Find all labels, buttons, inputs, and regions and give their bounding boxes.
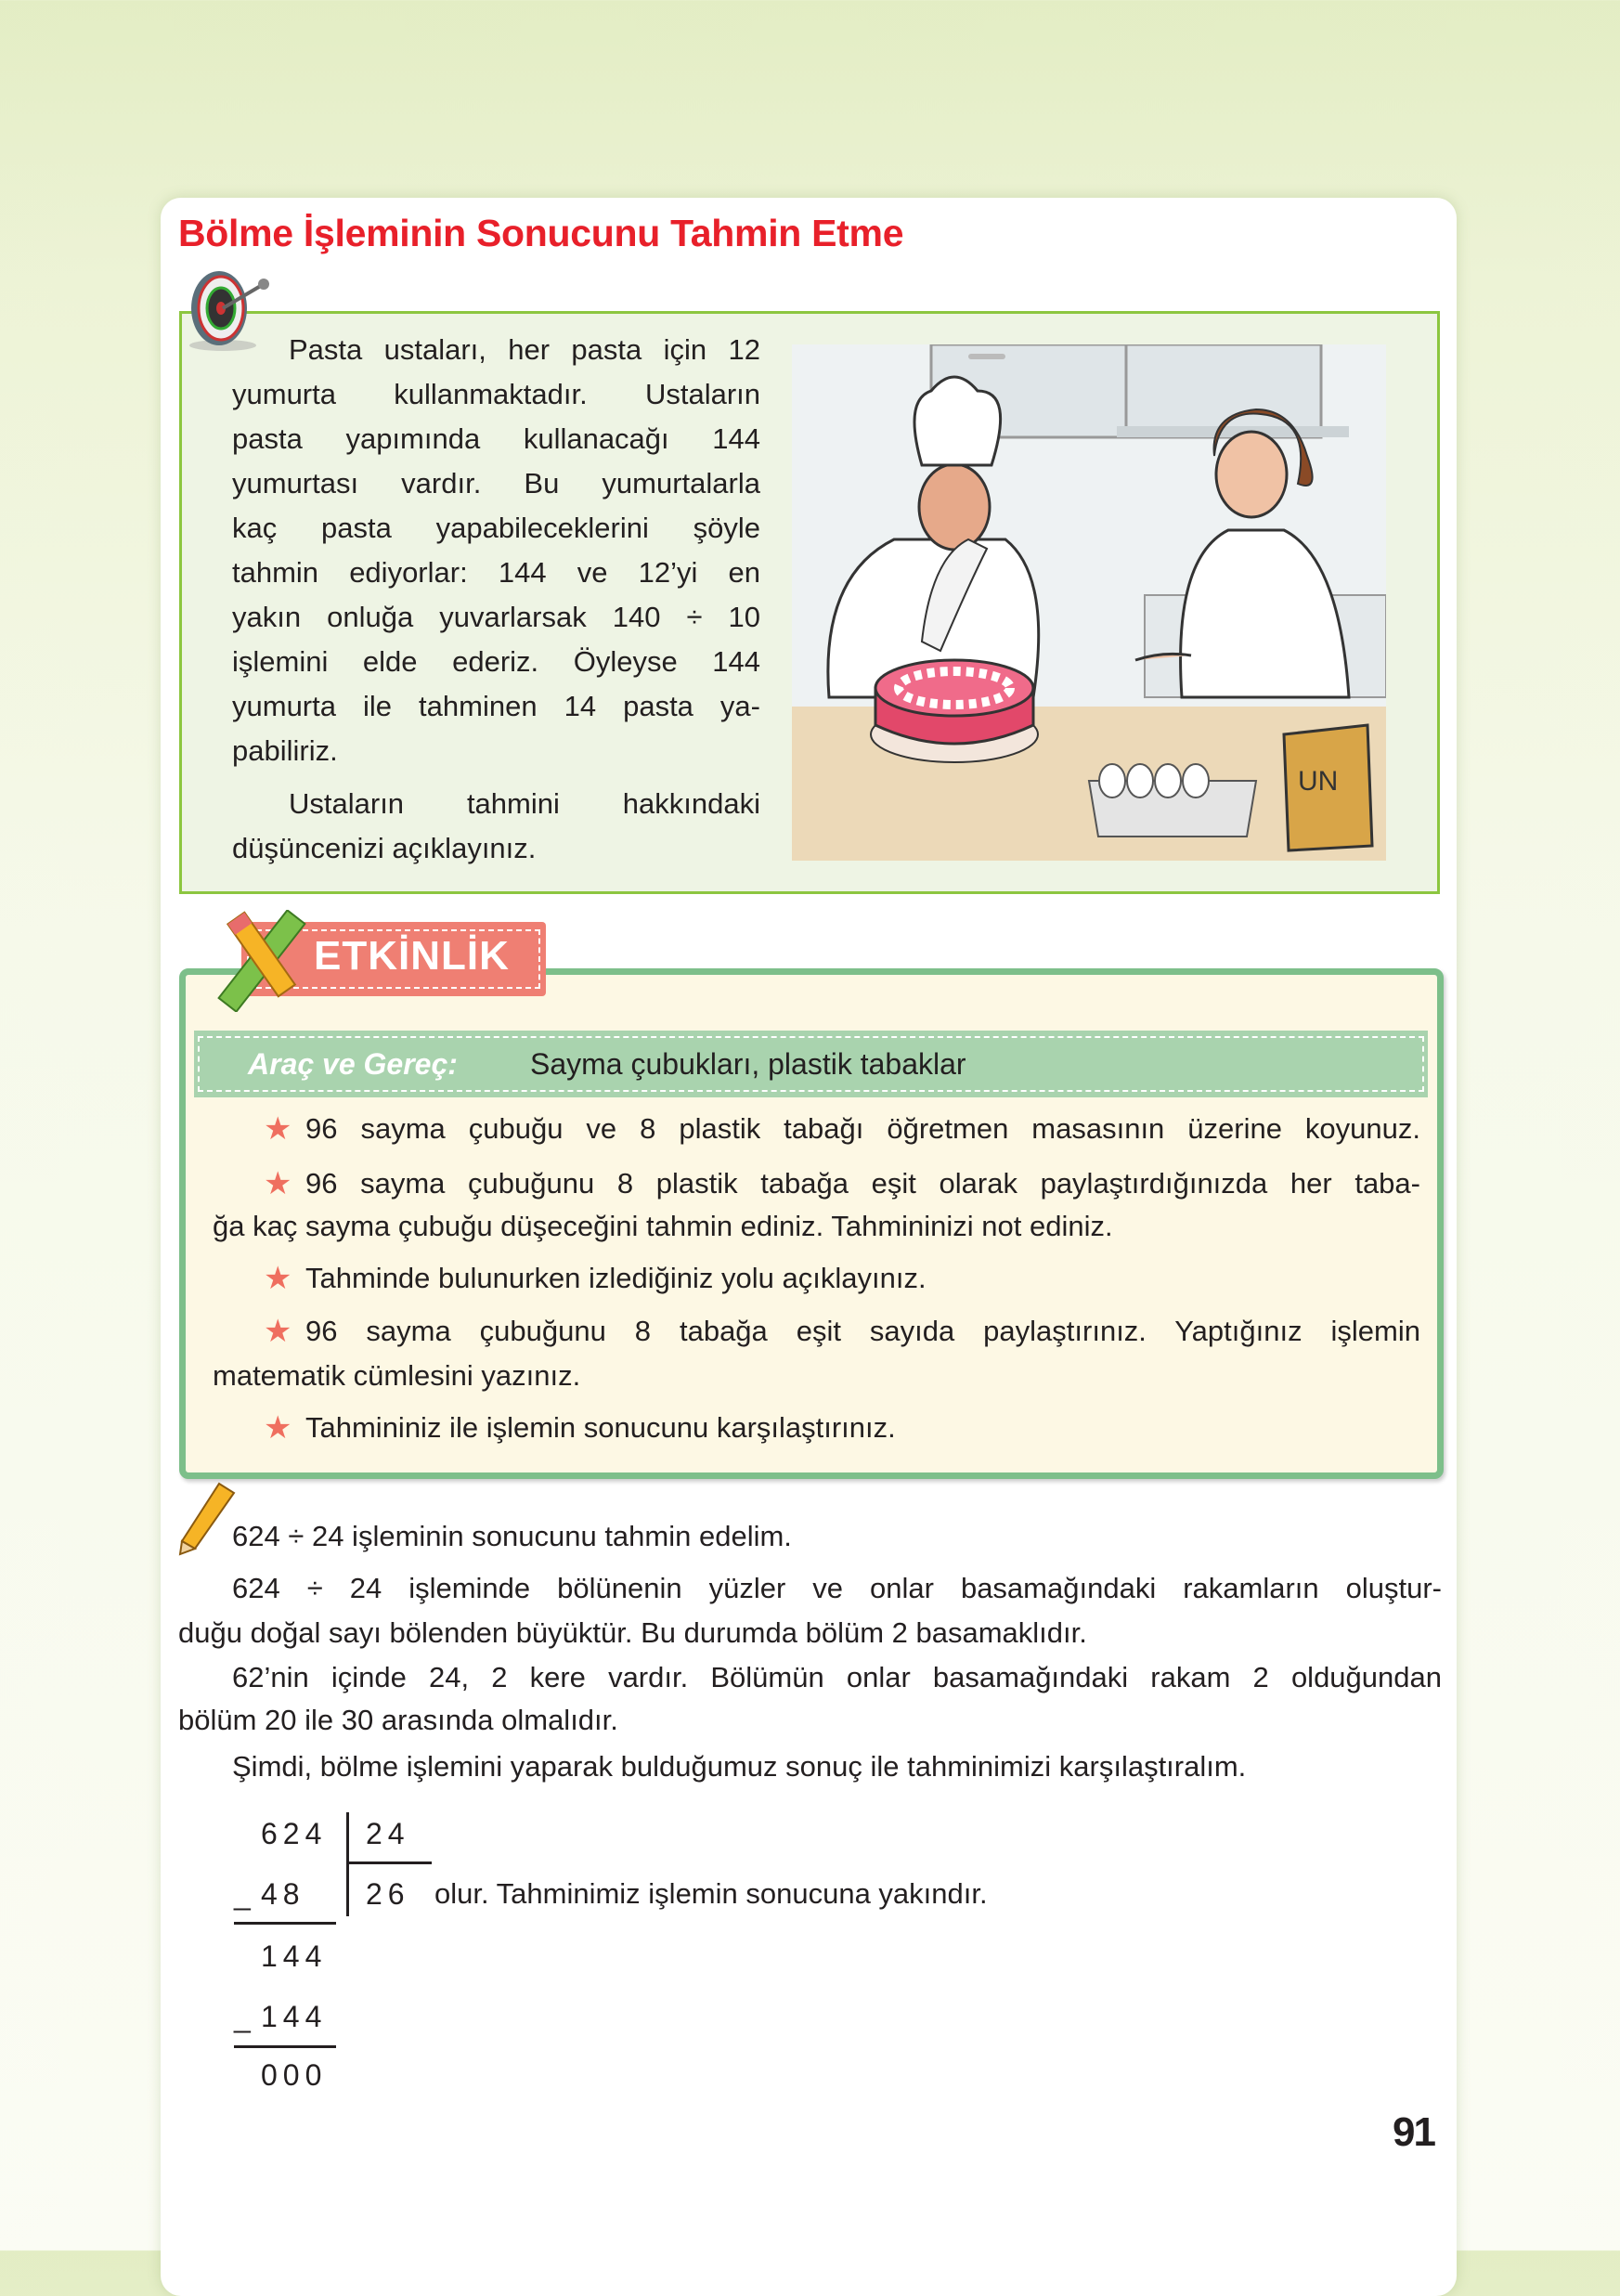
intro-line: işlemini elde ederiz. Öyleyse 144	[232, 645, 760, 678]
intro-line: kaç pasta yapabileceklerini şöyle	[232, 512, 760, 544]
subtrahend-1: 48	[261, 1877, 305, 1911]
star-icon: ★	[264, 1166, 292, 1201]
quotient: 26	[366, 1877, 410, 1911]
activity-item: matematik cümlesini yazınız.	[213, 1359, 581, 1392]
intro-question-line: Ustaların tahmini hakkındaki	[289, 787, 760, 820]
subtrahend-2: 144	[261, 2000, 328, 2033]
minus-sign: _	[234, 1877, 256, 1911]
division-bar	[346, 1812, 349, 1916]
star-icon: ★	[264, 1314, 292, 1349]
subtraction-rule	[234, 1922, 336, 1925]
subtraction-rule	[234, 2045, 336, 2048]
star-icon: ★	[264, 1410, 292, 1446]
page-title: Bölme İşleminin Sonucunu Tahmin Etme	[178, 212, 904, 254]
activity-badge-label: ETKİNLİK	[314, 933, 510, 979]
example-line: bölüm 20 ile 30 arasında olmalıdır.	[178, 1704, 618, 1736]
division-conclusion: olur. Tahminimiz işlemin sonucuna yakındır.	[434, 1877, 988, 1910]
intro-line: yakın onluğa yuvarlarsak 140 ÷ 10	[232, 601, 760, 633]
page-number: 91	[1393, 2109, 1434, 2155]
intro-question-line: düşüncenizi açıklayınız.	[232, 832, 537, 864]
divisor: 24	[366, 1817, 410, 1850]
example-line: 624 ÷ 24 işleminde bölünenin yüzler ve onlar basamağındaki rakamların oluştur-	[232, 1572, 1442, 1604]
dividend: 624	[261, 1817, 328, 1850]
example-line: 62’nin içinde 24, 2 kere vardır. Bölümün onlar basamağındaki rakam 2 olduğundan	[232, 1661, 1442, 1693]
pencil-icon	[175, 1480, 240, 1556]
intro-line: tahmin ediyorlar: 144 ve 12’yi en	[232, 556, 760, 589]
activity-item: Tahminde bulunurken izlediğiniz yolu açıklayınız.	[305, 1262, 927, 1294]
divisor-rule	[346, 1861, 432, 1864]
star-icon: ★	[264, 1111, 292, 1147]
remainder-1: 144	[261, 1939, 328, 1973]
tools-bar	[194, 1031, 1428, 1097]
intro-line: yumurtası vardır. Bu yumurtalarla	[232, 467, 760, 499]
intro-line: pabiliriz.	[232, 734, 338, 767]
intro-line: yumurta ile tahminen 14 pasta ya-	[232, 690, 760, 722]
activity-item: 96 sayma çubuğunu 8 tabağa eşit sayıda paylaştırınız. Yaptığınız işlemin	[305, 1315, 1420, 1347]
activity-item: ğa kaç sayma çubuğu düşeceğini tahmin ediniz. Tahmininizi not ediniz.	[213, 1210, 1113, 1242]
tools-label: Araç ve Gereç:	[248, 1047, 458, 1081]
activity-item: Tahmininiz ile işlemin sonucunu karşılaştırınız.	[305, 1411, 896, 1444]
intro-line: yumurta kullanmaktadır. Ustaların	[232, 378, 760, 410]
intro-line: pasta yapımında kullanacağı 144	[232, 422, 760, 455]
remainder-final: 000	[261, 2058, 328, 2092]
activity-item: 96 sayma çubuğunu 8 plastik tabağa eşit olarak paylaştırdığınızda her taba-	[305, 1167, 1420, 1200]
star-icon: ★	[264, 1261, 292, 1296]
tools-value: Sayma çubukları, plastik tabaklar	[530, 1047, 966, 1081]
example-line: Şimdi, bölme işlemini yaparak bulduğumuz sonuç ile tahminimizi karşılaştıralım.	[232, 1750, 1247, 1783]
activity-item: 96 sayma çubuğu ve 8 plastik tabağı öğretmen masasının üzerine koyunuz.	[305, 1112, 1420, 1145]
pencil-ruler-icon	[212, 910, 314, 1012]
flour-bag-label: UN	[1298, 766, 1339, 797]
intro-line: Pasta ustaları, her pasta için 12	[289, 333, 760, 366]
dartboard-icon	[182, 264, 275, 357]
example-line: duğu doğal sayı bölenden büyüktür. Bu durumda bölüm 2 basamaklıdır.	[178, 1616, 1087, 1649]
bakers-illustration	[792, 344, 1386, 861]
example-line: 624 ÷ 24 işleminin sonucunu tahmin edelim.	[232, 1520, 792, 1552]
minus-sign: _	[234, 2000, 256, 2033]
